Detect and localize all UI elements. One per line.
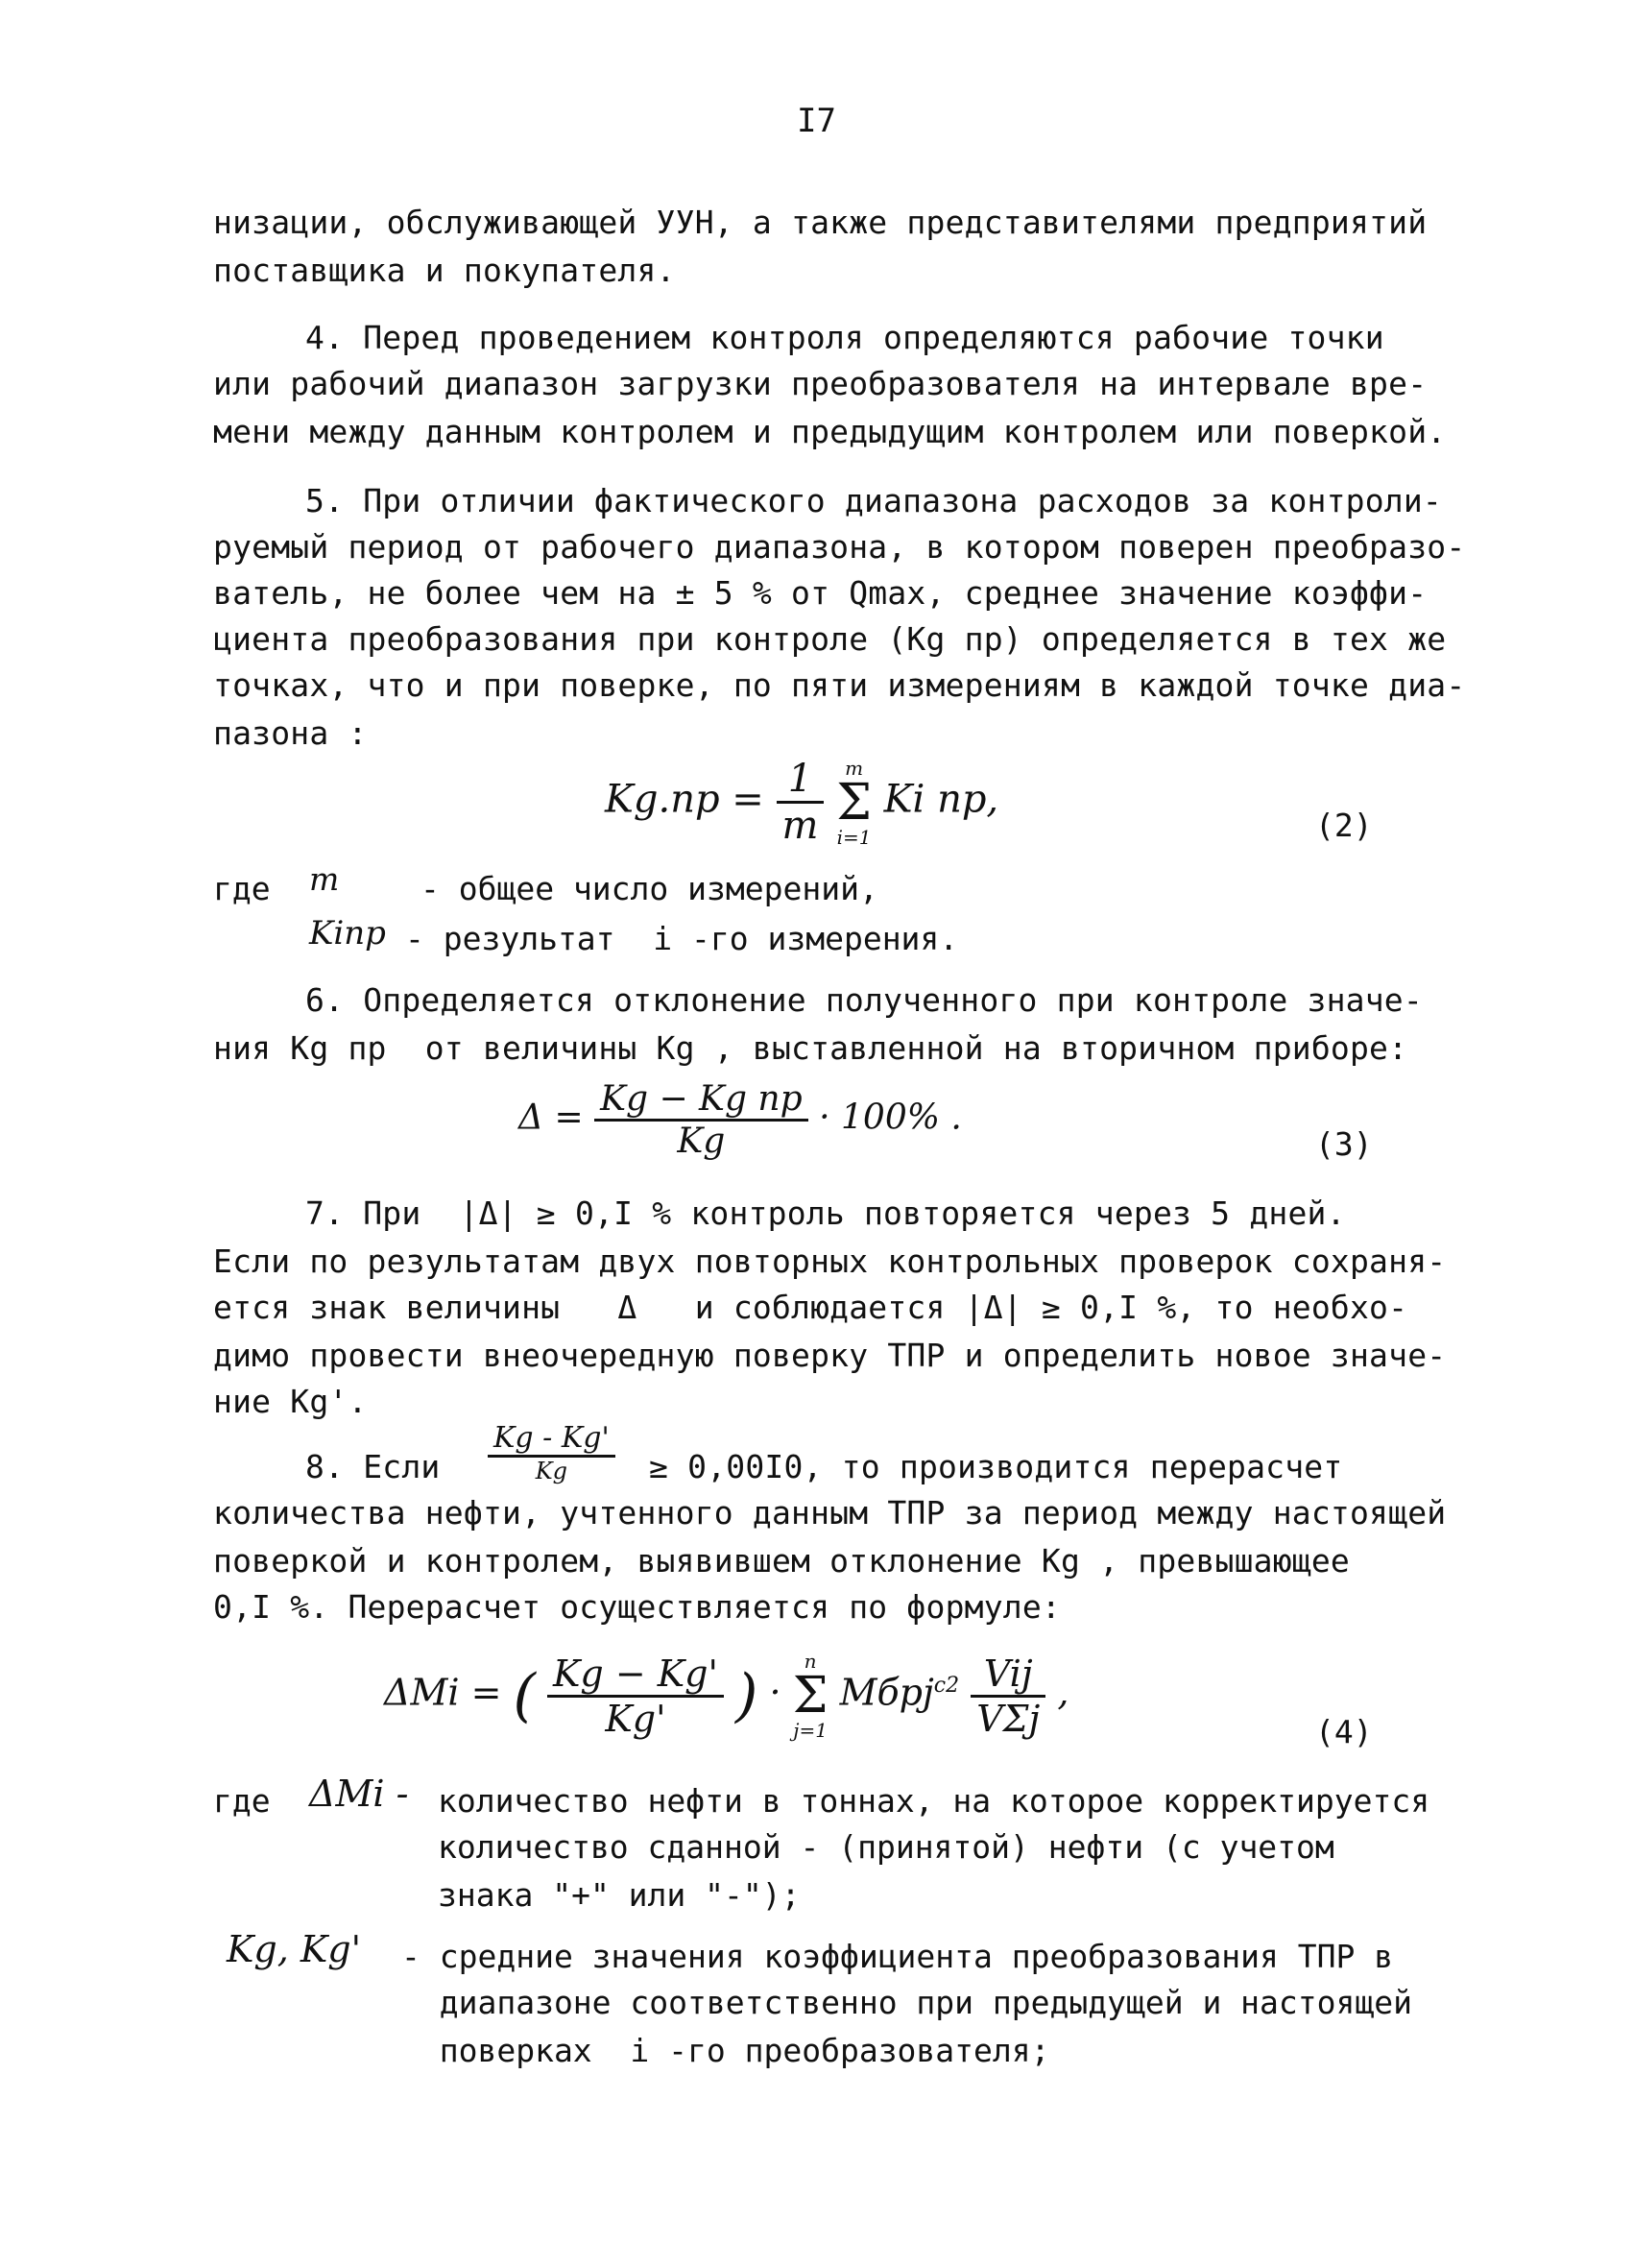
text-line: 6. Определяется отклонение полученного при контроле значе- xyxy=(305,981,1423,1019)
close-paren-icon: ) xyxy=(735,1662,758,1729)
definition-kg-line: поверках i -го преобразователя; xyxy=(401,2032,1050,2069)
multiply-dot-icon: · xyxy=(769,1671,781,1714)
formula-3-fraction xyxy=(594,1079,808,1161)
formula-3-numerator: Kg − Kg пр xyxy=(594,1079,808,1122)
formula-4-superscript: c2 xyxy=(933,1673,960,1698)
text-line: точках, что и при поверке, по пяти измерениям в каждой точке диа- xyxy=(213,666,1466,704)
text-line: димо провести внеочередную поверку ТПР и определить новое значе- xyxy=(213,1337,1447,1374)
formula-4-denominator-2: VΣj xyxy=(976,1697,1041,1740)
formula-2-sum-bottom: i=1 xyxy=(836,825,872,849)
formula-4-numerator-2: Vij xyxy=(971,1653,1045,1698)
inline-fraction-8-denominator: Kg xyxy=(535,1458,567,1484)
definition-delta-m-line: количество сданной - (принятой) нефти (с учетом xyxy=(438,1828,1334,1866)
equation-number-4: (4) xyxy=(1315,1713,1373,1750)
text-line: ватель, не более чем на ± 5 % от Qmax, среднее значение коэффи- xyxy=(213,574,1428,612)
formula-4-denominator: Kg' xyxy=(605,1697,666,1740)
sigma-symbol: Σ xyxy=(836,773,872,832)
symbol-ki-pr: Kiпр xyxy=(309,914,386,953)
definition-kg-line: диапазоне соответственно при предыдущей и настоящей xyxy=(401,1984,1412,2021)
definition-m: - общее число измерений, xyxy=(420,870,878,907)
open-paren-icon: ( xyxy=(513,1662,536,1729)
sigma-symbol: Σ xyxy=(792,1667,829,1725)
inline-fraction-8-frac xyxy=(488,1421,615,1484)
text-line: 4. Перед проведением контроля определяются рабочие точки xyxy=(305,319,1384,356)
formula-2-eq: = xyxy=(732,777,764,822)
definition-kg-line: - средние значения коэффициента преобразования ТПР в xyxy=(401,1938,1394,1975)
formula-2-fraction xyxy=(777,757,825,848)
formula-4-sum-top: n xyxy=(804,1650,817,1673)
text-line: ния Kg пр от величины Kg , выставленной на вторичном приборе: xyxy=(213,1029,1408,1067)
formula-2 xyxy=(605,757,998,848)
text-line: пазона : xyxy=(213,714,368,752)
text-line: 0,I %. Перерасчет осуществляется по формуле: xyxy=(213,1588,1061,1626)
text-line: ние Kg'. xyxy=(213,1383,368,1420)
page-number: I7 xyxy=(797,102,836,140)
definition-delta-m-line: количество нефти в тоннах, на которое корректируется xyxy=(438,1782,1430,1820)
formula-2-term: Ki пр, xyxy=(883,777,999,822)
formula-4-sum xyxy=(793,1652,829,1740)
formula-3-lhs: Δ = xyxy=(518,1098,584,1138)
text-line: 7. При |Δ| ≥ 0,I % контроль повторяется через 5 дней. xyxy=(305,1194,1346,1232)
text-line: мени между данным контролем и предыдущим контролем или поверкой. xyxy=(213,413,1447,450)
text-line: количества нефти, учтенного данным ТПР за период между настоящей xyxy=(213,1494,1447,1532)
comma: , xyxy=(1057,1671,1069,1714)
text-line: ≥ 0,00I0, то производится перерасчет xyxy=(649,1448,1343,1485)
where-label: где xyxy=(213,870,271,907)
definition-delta-m-line: знака "+" или "-"); xyxy=(438,1876,801,1914)
definition-ki-pr: - результат i -го измерения. xyxy=(405,920,959,957)
formula-3-tail: · 100% . xyxy=(819,1098,962,1138)
inline-fraction-8 xyxy=(488,1421,615,1484)
formula-3 xyxy=(518,1079,962,1161)
text-line: поверкой и контролем, выявившем отклонение Kg , превышающее xyxy=(213,1542,1350,1580)
formula-4-lhs: ΔMi = xyxy=(384,1671,502,1714)
formula-2-lhs: Kg.пр xyxy=(605,777,720,822)
text-line: Если по результатам двух повторных контрольных проверок сохраня- xyxy=(213,1243,1447,1280)
text-line: или рабочий диапазон загрузки преобразователя на интервале вре- xyxy=(213,365,1428,402)
symbol-m: m xyxy=(309,860,340,898)
equation-number-2: (2) xyxy=(1315,807,1373,844)
formula-4 xyxy=(384,1652,1069,1740)
text-line: поставщика и покупателя. xyxy=(213,252,676,289)
text-line: 5. При отличии фактического диапазона расходов за контроли- xyxy=(305,482,1442,519)
equation-number-3: (3) xyxy=(1315,1125,1373,1163)
formula-4-term: Mбрj xyxy=(839,1671,934,1714)
formula-2-numerator: 1 xyxy=(777,757,825,804)
text-line: низации, обслуживающей УУН, а также представителями предприятий xyxy=(213,204,1428,241)
formula-2-sum xyxy=(836,756,872,849)
text-line: ется знак величины Δ и соблюдается |Δ| ≥ 0,I %, то необхо- xyxy=(213,1289,1408,1326)
symbol-kg-kg-prime: Kg, Kg' xyxy=(227,1928,362,1970)
formula-2-denominator: m xyxy=(781,804,819,848)
inline-fraction-8-numerator: Kg - Kg' xyxy=(488,1421,615,1458)
text-line: циента преобразования при контроле (Kg пр) определяется в тех же xyxy=(213,620,1447,658)
where-label: где xyxy=(213,1782,271,1820)
symbol-delta-m: ΔMi - xyxy=(309,1773,409,1815)
formula-4-numerator: Kg − Kg' xyxy=(547,1653,724,1698)
formula-2-sum-top: m xyxy=(845,756,864,780)
text-line: руемый период от рабочего диапазона, в котором поверен преобразо- xyxy=(213,528,1466,566)
formula-4-sum-bottom: j=1 xyxy=(793,1719,828,1742)
formula-4-fraction xyxy=(547,1653,724,1740)
formula-4-fraction-2 xyxy=(971,1653,1045,1740)
text-line: 8. Если xyxy=(305,1448,441,1485)
formula-3-denominator: Kg xyxy=(677,1122,726,1161)
